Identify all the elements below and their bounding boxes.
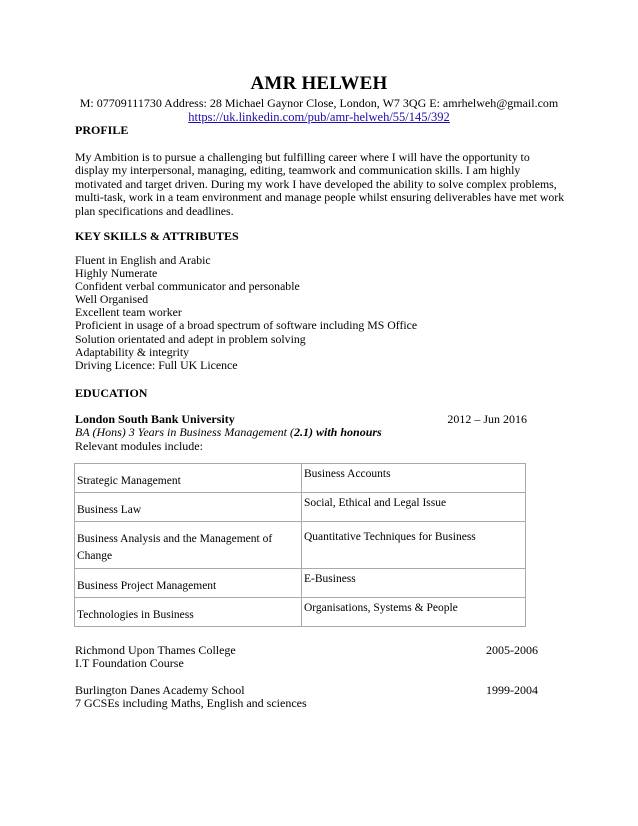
skill-item: Fluent in English and Arabic	[75, 253, 211, 267]
school-name: Burlington Danes Academy School	[75, 683, 245, 697]
skill-item: Proficient in usage of a broad spectrum of software including MS Office	[75, 318, 418, 333]
skill-item: Solution orientated and adept in problem solving	[75, 331, 306, 346]
profile-heading: PROFILE	[75, 123, 129, 137]
candidate-name: AMR HELWEH	[250, 73, 388, 94]
linkedin-link[interactable]: https://uk.linkedin.com/pub/amr-helweh/55/145/392	[188, 110, 450, 124]
table-cell: Organisations, Systems & People	[302, 598, 526, 627]
skills-list	[75, 254, 417, 372]
college-dates: 2005-2006	[486, 643, 538, 657]
table-cell: Technologies in Business	[75, 598, 302, 627]
table-cell: Business Accounts	[302, 464, 526, 493]
skill-item: Excellent team worker	[75, 305, 182, 320]
skill-item: Highly Numerate	[75, 266, 158, 281]
college-row	[75, 643, 538, 657]
table-cell: Strategic Management	[75, 464, 302, 493]
table-cell: Social, Ethical and Legal Issue	[302, 493, 526, 522]
university-row	[75, 412, 527, 426]
modules-table	[74, 463, 526, 627]
college-course: I.T Foundation Course	[75, 656, 184, 670]
table-cell: Business Law	[75, 493, 302, 522]
skill-item: Well Organised	[75, 292, 149, 307]
degree-grade: 2.1) with honours	[294, 425, 382, 439]
degree-title	[75, 425, 382, 439]
school-dates: 1999-2004	[486, 683, 538, 697]
table-cell: Business Analysis and the Management of Change	[75, 522, 302, 569]
table-row	[75, 522, 526, 569]
education-heading: EDUCATION	[75, 386, 148, 400]
table-row	[75, 598, 526, 627]
skill-item: Confident verbal communicator and personable	[75, 279, 300, 294]
skill-item: Adaptability & integrity	[75, 344, 190, 359]
table-row	[75, 569, 526, 598]
modules-label: Relevant modules include:	[75, 439, 203, 453]
skill-item: Driving Licence: Full UK Licence	[75, 357, 238, 372]
university-dates: 2012 – Jun 2016	[447, 412, 527, 426]
table-cell: Business Project Management	[75, 569, 302, 598]
school-row	[75, 683, 538, 697]
table-row	[75, 464, 526, 493]
contact-details: M: 07709111730 Address: 28 Michael Gaynor Close, London, W7 3QG E: amrhelweh@gmail.com	[79, 96, 559, 110]
table-cell: Quantitative Techniques for Business	[302, 522, 526, 569]
table-cell: E-Business	[302, 569, 526, 598]
college-name: Richmond Upon Thames College	[75, 643, 236, 657]
degree-prefix: BA (Hons) 3 Years in Business Management (	[75, 425, 294, 439]
skills-heading: KEY SKILLS & ATTRIBUTES	[75, 229, 239, 243]
university-name: London South Bank University	[75, 412, 235, 426]
table-row	[75, 493, 526, 522]
profile-text: My Ambition is to pursue a challenging but fulfilling career where I will have the opportunity to display my interpersonal, managing, editing, teamwork and communication skills. I am highly motivated and target driven. During my work I have developed the ability to solve complex problems, multi-task, work in a team environment and manage people whilst ensuring deliverables have met work plan specifications and deadlines.	[75, 150, 565, 218]
school-course: 7 GCSEs including Maths, English and sciences	[75, 696, 307, 710]
